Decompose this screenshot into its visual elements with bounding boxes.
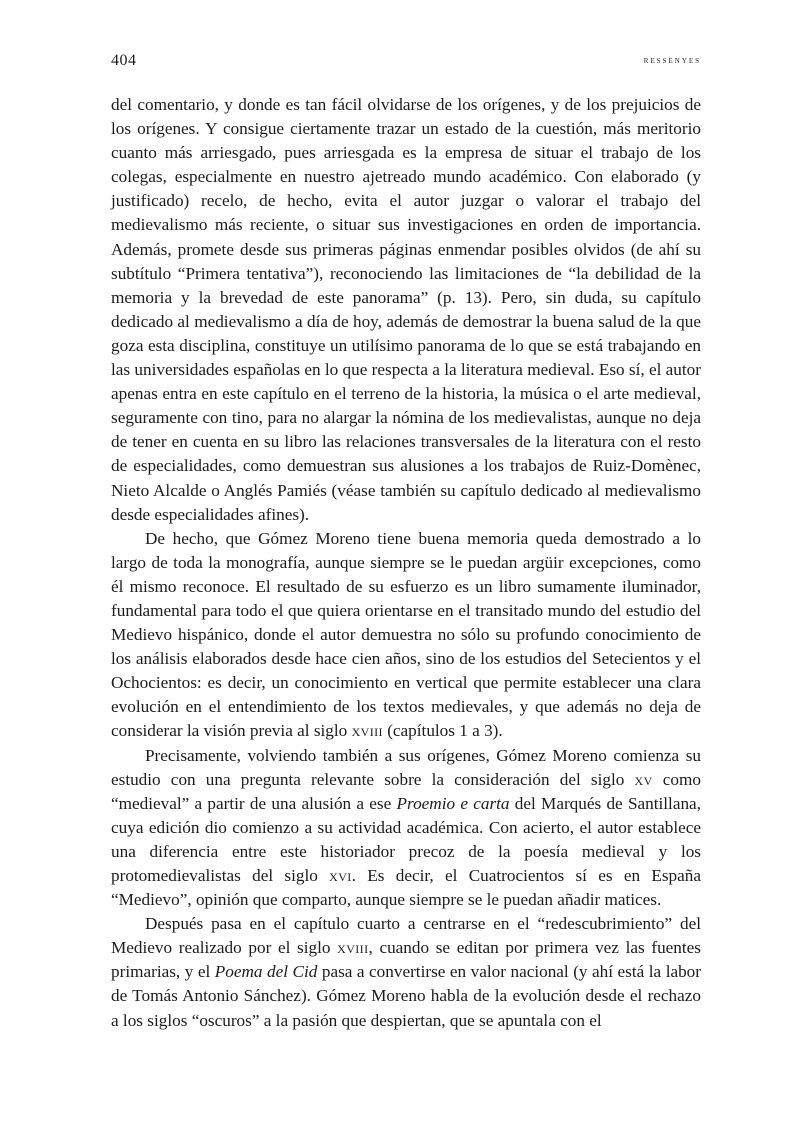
page-number: 404	[111, 52, 137, 69]
paragraph	[111, 912, 701, 1032]
page-header	[111, 52, 701, 76]
text-run: , cuando se editan por primera vez las fuentes primarias, y el	[111, 938, 701, 982]
text-run: pasa a convertirse en valor nacional (y ahí está la labor de Tomás Antonio Sánchez). Gómez Moreno habla de la evolución desde el rechazo a los siglos “oscuros” a la pasión que despiertan, que se apuntala con el	[111, 962, 702, 1030]
century-numeral: xviii	[337, 938, 369, 958]
text-run: Después pasa en el capítulo cuarto a centrarse en el “redescubrimiento” del Medievo realizado por el siglo	[111, 914, 701, 958]
italic-title: Proemio e carta	[396, 793, 510, 813]
text-run: del Marqués de Santillana, cuya edición dio comienzo a su actividad académica. Con acierto, el autor establece una diferencia entre este historiador precoz de la poesía medieval y los protomedievalistas del siglo	[111, 793, 701, 885]
body-text	[111, 93, 701, 1033]
text-run: . Es decir, el Cuatrocientos sí es en España “Medievo”, opinión que comparto, aunque siempre se le puedan añadir matices.	[111, 866, 701, 910]
text-run: Precisamente, volviendo también a sus orígenes, Gómez Moreno comienza su estudio con una pregunta relevante sobre la consideración del siglo	[111, 745, 701, 789]
century-numeral: xviii	[351, 721, 383, 741]
paragraph	[111, 93, 701, 527]
running-head: ressenyes	[643, 55, 701, 66]
text-run: De hecho, que Gómez Moreno tiene buena memoria queda demostrado a lo largo de toda la monografía, aunque siempre se le puedan argüir excepciones, como él mismo reconoce. El resultado de su esfuerzo es un libro sumamente iluminador, fundamental para todo el que quiera orientarse en el transitado mundo del estudio del Medievo hispánico, donde el autor demuestra no sólo su profundo conocimiento de los análisis elaborados desde hace cien años, sino de los estudios del Setecientos y el Ochocientos: es decir, un conocimiento en vertical que permite establecer una clara evolución en el entendimiento de los textos medievales, y que además no deja de considerar la visión previa al siglo	[111, 528, 701, 741]
paragraph	[111, 527, 701, 744]
text-run: como “medieval” a partir de una alusión a ese	[111, 769, 701, 813]
century-numeral: xv	[634, 769, 653, 789]
century-numeral: xvi	[329, 866, 352, 885]
paragraph	[111, 744, 701, 913]
italic-title: Poema del Cid	[214, 962, 318, 982]
text-run: del comentario, y donde es tan fácil olvidarse de los orígenes, y de los prejuicios de los orígenes. Y consigue ciertamente trazar un estado de la cuestión, más meritorio cuanto más arriesgado, pues arriesgada es la empresa de situar el trabajo de los colegas, especialmente en nuestro ajetreado mundo académico. Con elaborado (y justificado) recelo, de hecho, evita el autor juzgar o valorar el trabajo del medievalismo más reciente, o situar sus investigaciones en orden de importancia. Además, promete desde sus primeras páginas enmendar posibles olvidos (de ahí su subtítulo “Primera tentativa”), reconociendo las limitaciones de “la debilidad de la memoria y la brevedad de este panorama” (p. 13). Pero, sin duda, su capítulo dedicado al medievalismo a día de hoy, además de demostrar la buena salud de la que goza esta disciplina, constituye un utilísimo panorama de lo que se está trabajando en las universidades españolas en lo que respecta a la literatura medieval. Eso sí, el autor apenas entra en este capítulo en el terreno de la historia, la música o el arte medieval, seguramente con tino, para no alargar la nómina de los medievalistas, aunque no deja de tener en cuenta en su libro las relaciones transversales de la literatura con el resto de especialidades, como demuestran sus alusiones a los trabajos de Ruiz-Domènec, Nieto Alcalde o Anglés Pamiés (véase también su capítulo dedicado al medievalismo desde especialidades afines).	[111, 95, 701, 524]
text-run: (capítulos 1 a 3).	[382, 721, 503, 741]
